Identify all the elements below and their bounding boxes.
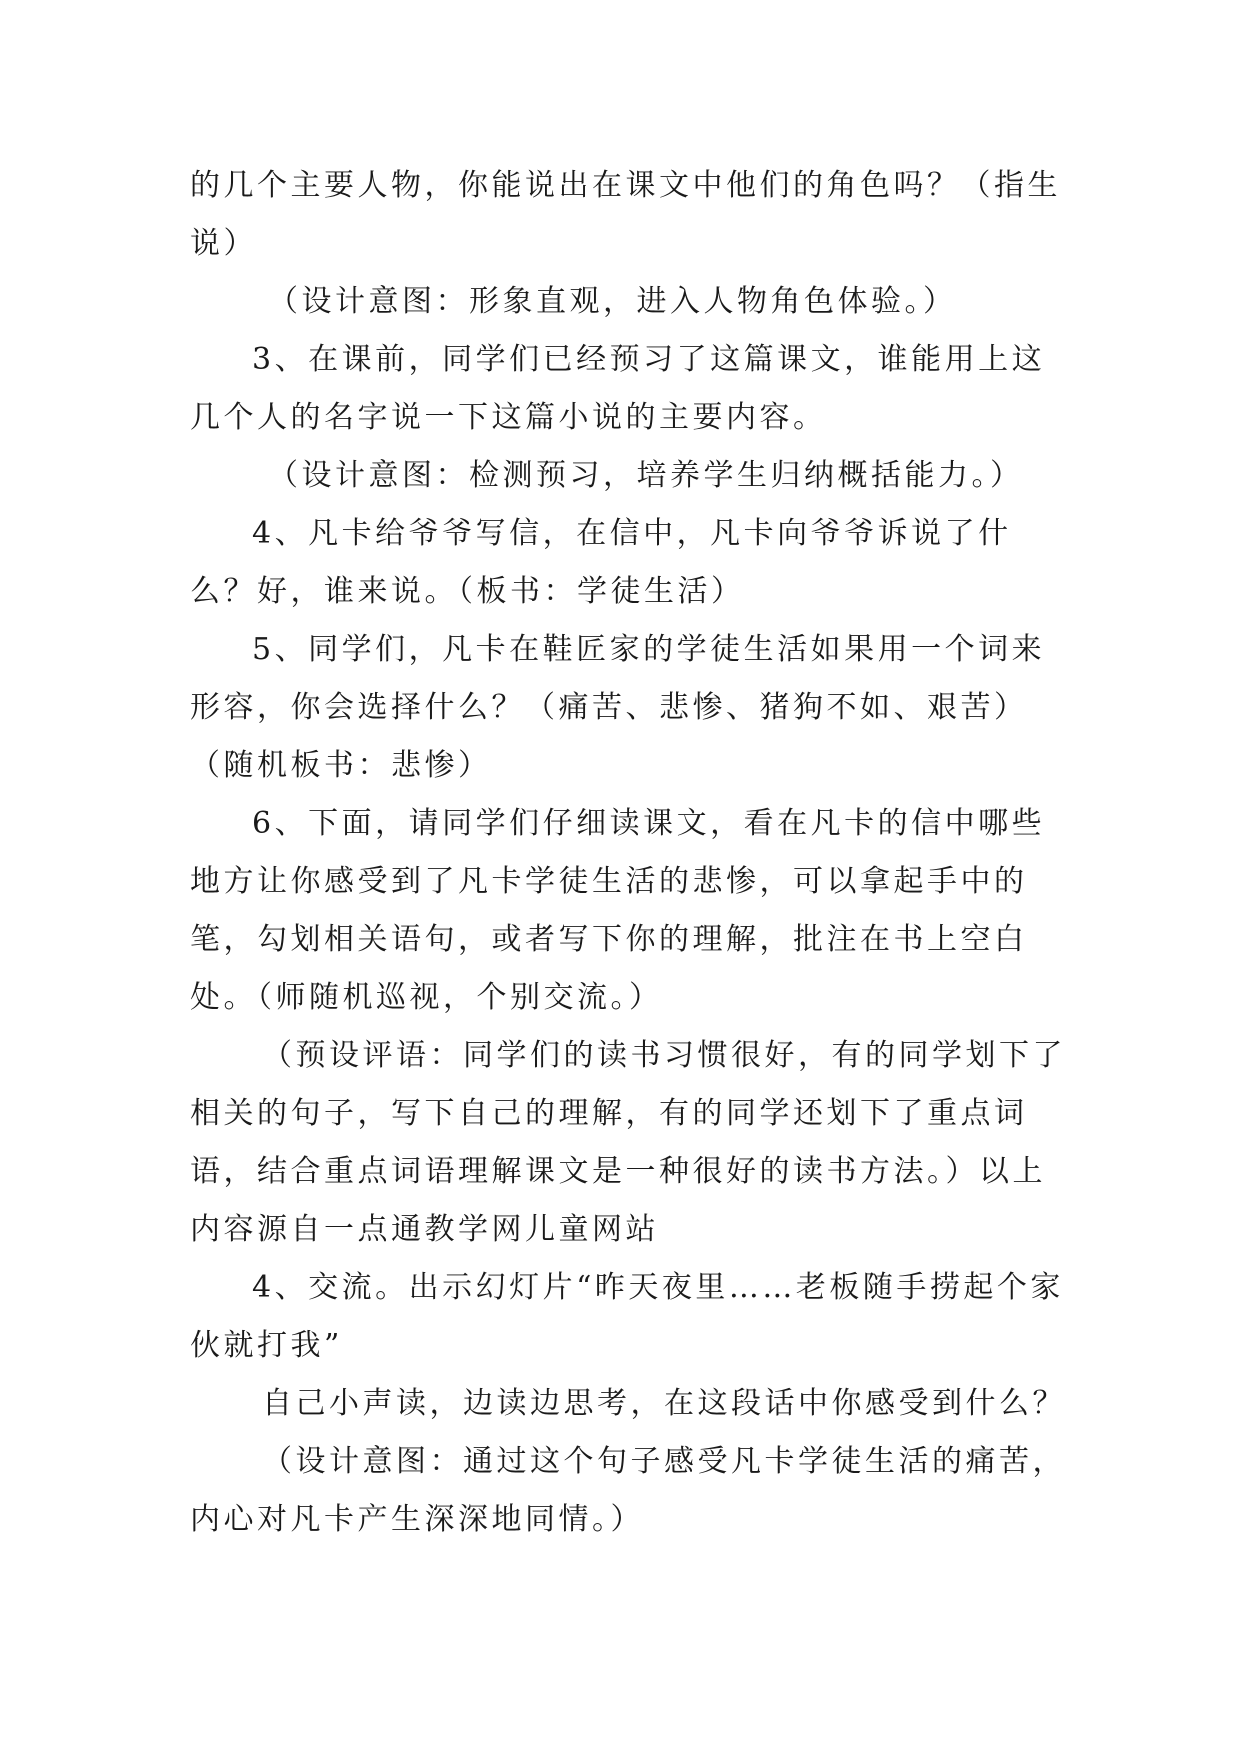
paragraph-design-intent-3: （设计意图：通过这个句子感受凡卡学徒生活的痛苦，内心对凡卡产生深深地同情。） [190, 1444, 1066, 1537]
paragraph-step-4: 4、凡卡给爷爷写信，在信中，凡卡向爷爷诉说了什么？好，谁来说。（板书：学徒生活） [190, 516, 1012, 609]
paragraph-step-5: 5、同学们，凡卡在鞋匠家的学徒生活如果用一个词来形容，你会选择什么？（痛苦、悲惨、猪狗不如、艰苦）（随机板书：悲惨） [190, 632, 1046, 783]
paragraph-exchange: 4、交流。出示幻灯片“昨天夜里……老板随手捞起个家伙就打我” [190, 1270, 1064, 1363]
paragraph-continuation: 的几个主要人物，你能说出在课文中他们的角色吗？（指生说） [190, 168, 1061, 261]
paragraph-preset-comment: （预设评语：同学们的读书习惯很好，有的同学划下了相关的句子，写下自己的理解，有的同学还划下了重点词语，结合重点词语理解课文是一种很好的读书方法。）以上内容源自一点通教学网儿童网站 [190, 1038, 1066, 1247]
document-body [190, 157, 1070, 1549]
paragraph-design-intent-2: （设计意图：检测预习，培养学生归纳概括能力。） [268, 458, 1024, 493]
paragraph-step-3: 3、在课前，同学们已经预习了这篇课文，谁能用上这几个人的名字说一下这篇小说的主要内容。 [190, 342, 1046, 435]
paragraph-self-read: 自己小声读，边读边思考，在这段话中你感受到什么？ [262, 1386, 1066, 1421]
paragraph-step-6: 6、下面，请同学们仔细读课文，看在凡卡的信中哪些地方让你感受到了凡卡学徒生活的悲惨，可以拿起手中的笔，勾划相关语句，或者写下你的理解，批注在书上空白处。（师随机巡视，个别交流。） [190, 806, 1046, 1015]
paragraph-design-intent-1: （设计意图：形象直观，进入人物角色体验。） [268, 284, 957, 319]
